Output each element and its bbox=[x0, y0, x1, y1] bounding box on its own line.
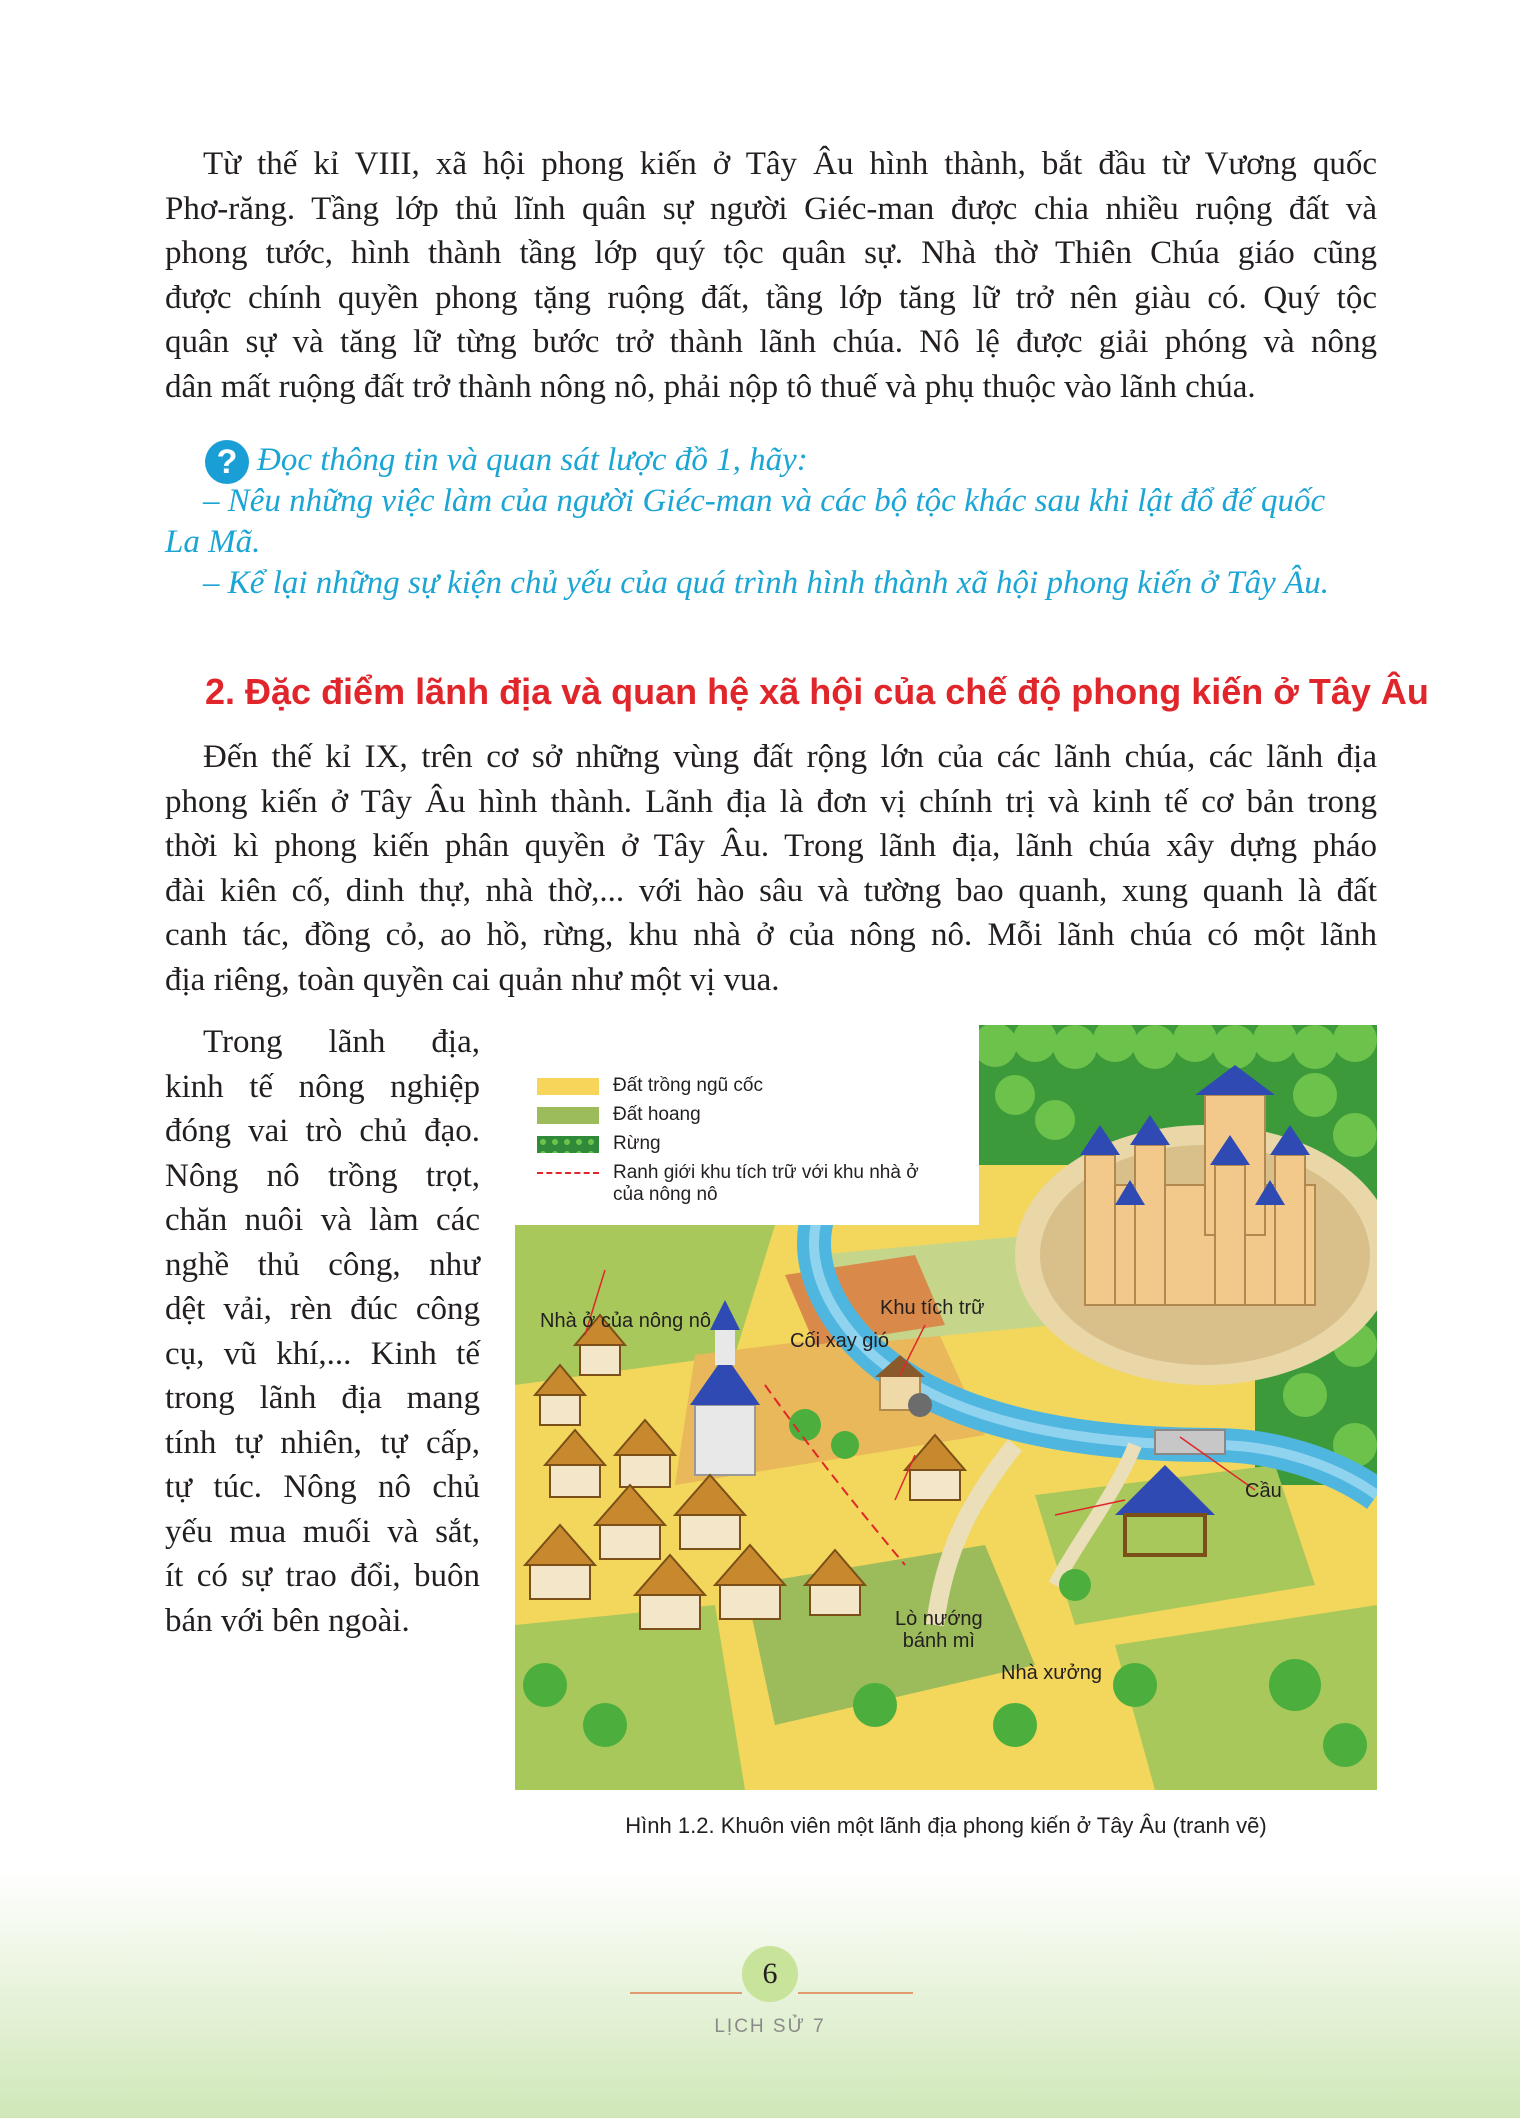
label-storage: Khu tích trữ bbox=[880, 1297, 985, 1319]
question-item-2: – Kể lại những sự kiện chủ yếu của quá trình hình thành xã hội phong kiến ở Tây Âu. bbox=[203, 565, 1329, 601]
question-item-1-continued: La Mã. bbox=[165, 524, 261, 560]
legend-item-forest bbox=[537, 1133, 661, 1155]
side-line: Trong lãnh địa, bbox=[203, 1024, 480, 1060]
intro-line: quân sự và tăng lữ từng bước trở thành lãnh chúa. Nô lệ được giải phóng và nông bbox=[165, 324, 1377, 360]
section-line: phong kiến ở Tây Âu hình thành. Lãnh địa là đơn vị chính trị và kinh tế cơ bản trong bbox=[165, 783, 1377, 820]
page-number: 6 bbox=[742, 1946, 798, 2002]
intro-line: Phơ-răng. Tầng lớp thủ lĩnh quân sự người Giéc-man được chia nhiều ruộng đất và bbox=[165, 190, 1377, 227]
intro-line: được chính quyền phong tặng ruộng đất, tầng lớp tăng lữ trở nên giàu có. Quý tộc bbox=[165, 279, 1377, 316]
label-bakery bbox=[895, 1608, 983, 1652]
question-block bbox=[165, 440, 1385, 604]
label-peasant-houses: Nhà ở của nông nô bbox=[540, 1310, 712, 1332]
section-line: canh tác, đồng cỏ, ao hồ, rừng, khu nhà ở của nông nô. Mỗi lãnh chúa có một lãnh bbox=[165, 917, 1377, 953]
figure-caption: Hình 1.2. Khuôn viên một lãnh địa phong kiến ở Tây Âu (tranh vẽ) bbox=[625, 1813, 1267, 1838]
question-item-1: – Nêu những việc làm của người Giéc-man và các bộ tộc khác sau khi lật đổ đế quốc bbox=[203, 483, 1326, 519]
legend-item-fallow bbox=[537, 1104, 701, 1126]
intro-paragraph bbox=[165, 142, 1377, 409]
side-line: Nông nô trồng trọt, bbox=[165, 1157, 480, 1194]
footer-rule-right bbox=[798, 1992, 913, 1994]
side-line: yếu mua muối và sắt, bbox=[165, 1513, 480, 1550]
legend-item-grain bbox=[537, 1075, 763, 1097]
label-windmill: Cối xay gió bbox=[790, 1330, 889, 1352]
legend-label: Đất trồng ngũ cốc bbox=[613, 1075, 763, 1096]
side-line: đóng vai trò chủ đạo. bbox=[165, 1113, 480, 1149]
section-line: thời kì phong kiến phân quyền ở Tây Âu. Trong lãnh địa, lãnh chúa xây dựng pháo bbox=[165, 828, 1377, 864]
section-line: Đến thế kỉ IX, trên cơ sở những vùng đất rộng lớn của các lãnh chúa, các lãnh địa bbox=[203, 739, 1377, 775]
intro-line: phong tước, hình thành tầng lớp quý tộc quân sự. Nhà thờ Thiên Chúa giáo cũng bbox=[165, 235, 1377, 271]
side-line: nghề thủ công, như bbox=[165, 1246, 480, 1283]
section-line: địa riêng, toàn quyền cai quản như một vị vua. bbox=[165, 961, 780, 998]
intro-line: Từ thế kỉ VIII, xã hội phong kiến ở Tây Âu hình thành, bắt đầu từ Vương quốc bbox=[203, 146, 1377, 182]
legend-swatch bbox=[537, 1136, 599, 1153]
label-bakery-line1: Lò nướng bbox=[895, 1608, 983, 1630]
legend-label: Rừng bbox=[613, 1133, 661, 1154]
side-line: ít có sự trao đổi, buôn bbox=[165, 1558, 480, 1594]
footer-rule-left bbox=[630, 1992, 742, 1994]
label-bakery-line2: bánh mì bbox=[902, 1630, 975, 1652]
legend-swatch bbox=[537, 1107, 599, 1124]
side-paragraph bbox=[165, 1020, 480, 1643]
map-legend bbox=[515, 1025, 979, 1225]
side-line: kinh tế nông nghiệp bbox=[165, 1068, 480, 1105]
side-line: cụ, vũ khí,... Kinh tế bbox=[165, 1335, 480, 1372]
book-title: LỊCH SỬ 7 bbox=[714, 2016, 826, 2037]
manor-illustration bbox=[515, 1025, 1377, 1790]
legend-label-continued: của nông nô bbox=[613, 1184, 718, 1205]
legend-item-boundary bbox=[537, 1162, 919, 1206]
section-line: đài kiên cố, dinh thự, nhà thờ,... với hào sâu và tường bao quanh, xung quanh là đất bbox=[165, 872, 1377, 909]
question-prompt: Đọc thông tin và quan sát lược đồ 1, hãy: bbox=[257, 442, 808, 478]
legend-swatch bbox=[537, 1078, 599, 1095]
legend-swatch bbox=[537, 1172, 599, 1174]
label-bridge: Cầu bbox=[1245, 1480, 1282, 1502]
legend-label: Đất hoang bbox=[613, 1104, 701, 1125]
side-line: chăn nuôi và làm các bbox=[165, 1202, 480, 1238]
side-line: tự túc. Nông nô chủ bbox=[165, 1469, 480, 1505]
side-line: dệt vải, rèn đúc công bbox=[165, 1291, 480, 1327]
legend-label: Ranh giới khu tích trữ với khu nhà ở bbox=[613, 1162, 919, 1183]
side-line: bán với bên ngoài. bbox=[165, 1602, 410, 1639]
section-heading: 2. Đặc điểm lãnh địa và quan hệ xã hội của chế độ phong kiến ở Tây Âu bbox=[205, 671, 1429, 712]
label-workshop: Nhà xưởng bbox=[1001, 1662, 1102, 1684]
side-line: tính tự nhiên, tự cấp, bbox=[165, 1424, 480, 1461]
side-line: trong lãnh địa mang bbox=[165, 1380, 480, 1416]
question-icon: ? bbox=[205, 440, 249, 484]
intro-line: dân mất ruộng đất trở thành nông nô, phải nộp tô thuế và phụ thuộc vào lãnh chúa. bbox=[165, 368, 1256, 405]
section-paragraph bbox=[165, 735, 1377, 1002]
